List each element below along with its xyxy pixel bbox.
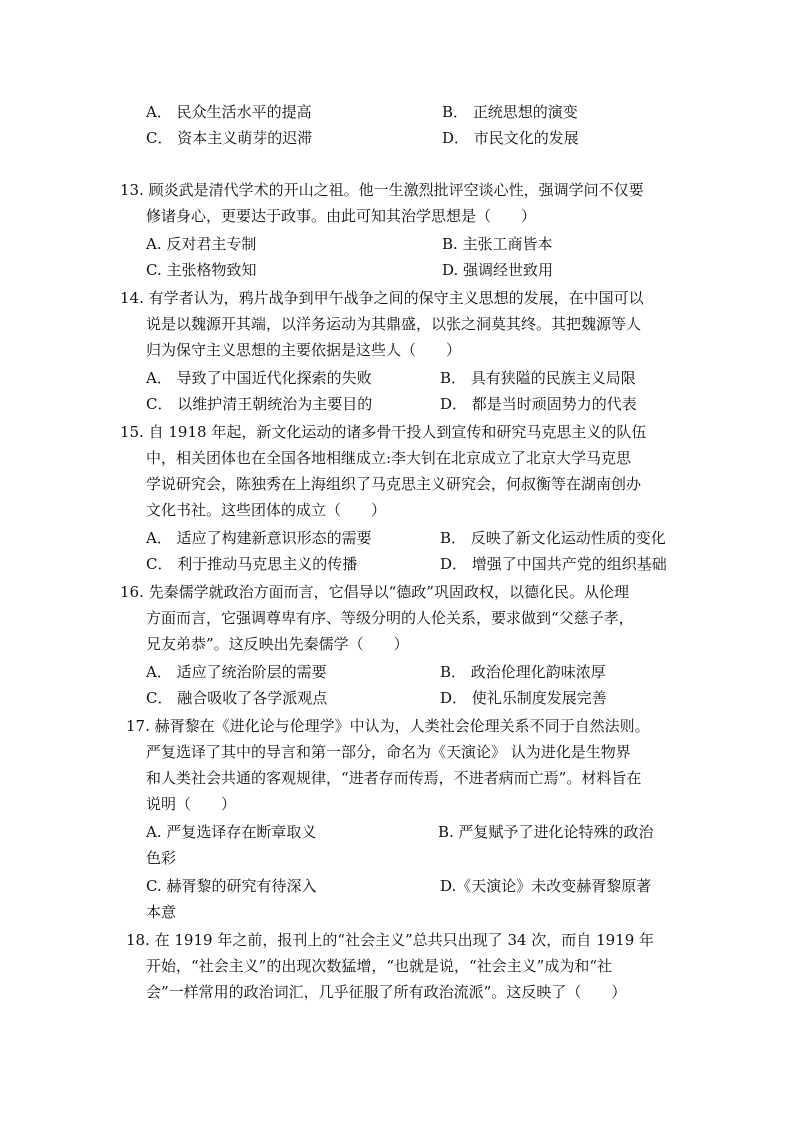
question-text: 文化书社。这些团体的成立（ ） [146,501,387,519]
option-c: C． 资本主义萌芽的迟滞 [146,129,313,147]
option-b: B． 反映了新文化运动性质的变化 [440,529,666,547]
question-text: 16. 先秦儒学就政治方面而言，它倡导以“德政”巩固政权，以德化民。从伦理 [120,583,629,601]
option-d: D． 使礼乐制度发展完善 [440,689,607,707]
question-text: 说是以魏源开其端，以洋务运动为其鼎盛，以张之洞莫其终。其把魏源等人 [146,315,642,333]
option-b-continued: 色彩 [146,849,177,867]
option-row [146,688,686,708]
option-b: B． 具有狭隘的民族主义局限 [440,369,636,387]
option-c: C. 赫胥黎的研究有待深入 [146,877,317,895]
question-text: 说明（ ） [146,795,237,813]
option-a: A. 反对君主专制 [146,235,257,253]
question-text: 和人类社会共通的客观规律，“进者存而传焉，不进者病而亡焉”。材料旨在 [146,769,642,787]
option-row [146,554,686,574]
option-c: C． 利于推动马克思主义的传播 [146,555,358,573]
option-d: D． 增强了中国共产党的组织基础 [440,555,667,573]
option-c: C． 融合吸收了各学派观点 [146,689,328,707]
option-d: D． 都是当时顽固势力的代表 [440,395,637,413]
question-text: 兄友弟恭”。这反映出先秦儒学（ ） [146,635,409,653]
option-b: B. 主张工商皆本 [442,235,553,253]
option-d-continued: 本意 [146,903,177,921]
option-row [146,662,686,682]
question-text: 17. 赫胥黎在《进化论与伦理学》中认为，人类社会伦理关系不同于自然法则。 [126,717,650,735]
question-text: 修诸身心，更要达于政事。由此可知其治学思想是（ ） [146,207,537,225]
question-text: 会”一样常用的政治词汇，几乎征服了所有政治流派”。这反映了（ ） [146,983,627,1001]
option-row [146,260,686,280]
option-c: C. 主张格物致知 [146,261,257,279]
option-row [146,876,686,896]
question-text: 方面而言，它强调尊卑有序、等级分明的人伦关系，要求做到“父慈子孝， [146,609,634,627]
option-row [146,102,686,122]
question-text: 中，相关团体也在全国各地相继成立:李大钊在北京成立了北京大学马克思 [146,449,632,467]
option-row [146,528,686,548]
question-text: 学说研究会，陈独秀在上海组织了马克思主义研究会，何叔衡等在湖南创办 [146,475,642,493]
option-b: B． 正统思想的演变 [442,103,578,121]
option-a: A． 导致了中国近代化探索的失败 [146,369,372,387]
option-d: D． 市民文化的发展 [442,129,579,147]
question-text: 18. 在 1919 年之前，报刊上的“社会主义”总共只出现了 34 次，而自 1919 年 [126,931,655,949]
option-a: A. 严复选译存在断章取义 [146,823,317,841]
question-text: 开始，“社会主义”的出现次数猛增，“也就是说，“社会主义”成为和“社 [146,957,613,975]
option-a: A． 民众生活水平的提高 [146,103,312,121]
question-text: 15. 自 1918 年起，新文化运动的诸多骨干投人到宣传和研究马克思主义的队伍 [120,423,647,441]
option-row [146,234,686,254]
option-b: B． 政治伦理化韵味浓厚 [440,663,606,681]
question-text: 13. 顾炎武是清代学术的开山之祖。他一生激烈批评空谈心性，强调学问不仅要 [120,181,644,199]
option-row [146,128,686,148]
option-c: C． 以维护清王朝统治为主要目的 [146,395,373,413]
question-text: 归为保守主义思想的主要依据是这些人（ ） [146,341,462,359]
option-a: A． 适应了统治阶层的需要 [146,663,327,681]
option-row [146,822,686,842]
option-row [146,368,686,388]
option-b: B. 严复赋予了进化论特殊的政治 [438,823,654,841]
option-row [146,394,686,414]
option-a: A． 适应了构建新意识形态的需要 [146,529,372,547]
option-d: D. 强调经世致用 [442,261,554,279]
question-text: 14. 有学者认为，鸦片战争到甲午战争之间的保守主义思想的发展，在中国可以 [120,289,644,307]
option-d: D.《天演论》未改变赫胥黎原著 [440,877,652,895]
question-text: 严复选译了其中的导言和第一部分，命名为《天演论》 认为进化是生物界 [146,743,631,761]
